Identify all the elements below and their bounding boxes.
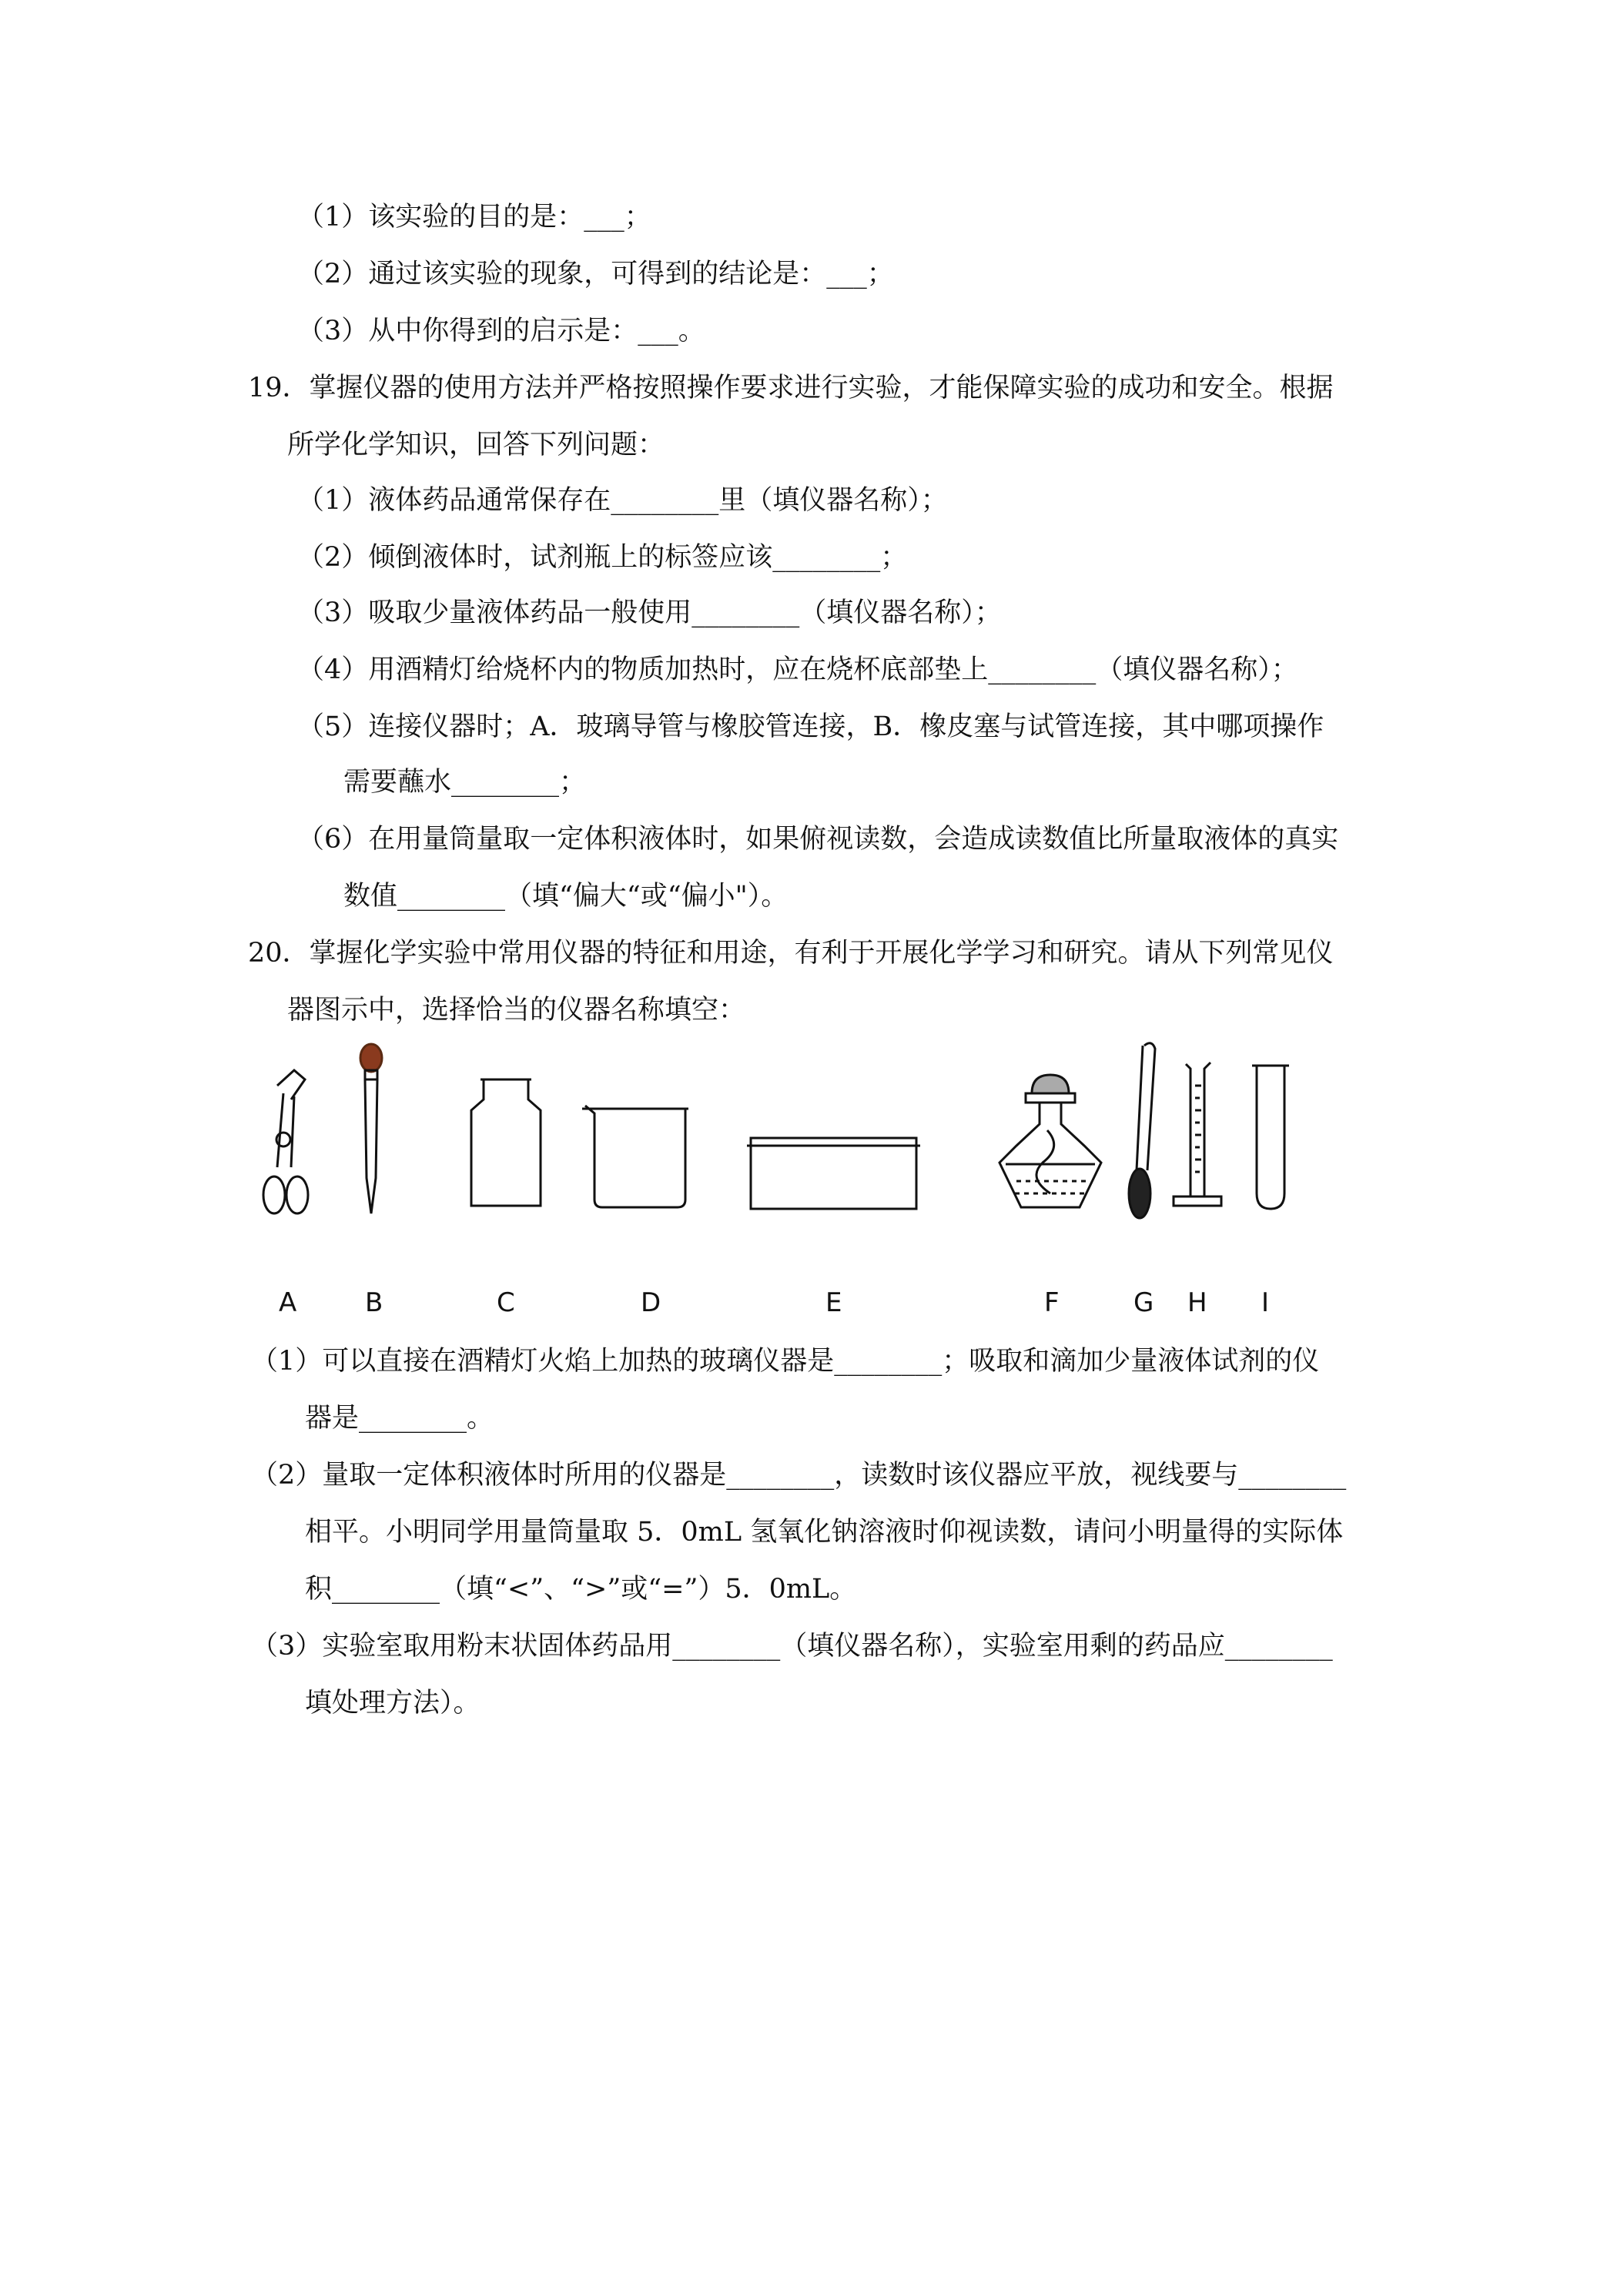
- q19-item-1: （1）液体药品通常保存在________里（填仪器名称）；: [297, 485, 948, 516]
- q19-item-5-line2: 需要蘸水________；: [343, 767, 587, 798]
- label-e: E: [825, 1287, 842, 1318]
- line-p18-1: （1）该实验的目的是：___；: [297, 202, 651, 233]
- label-a: A: [279, 1287, 297, 1318]
- apparatus-figure: [246, 1032, 1355, 1324]
- label-c: C: [497, 1287, 515, 1318]
- label-b: B: [365, 1287, 383, 1318]
- q20-item-2-line2: 相平。小明同学用量筒量取 5．0mL 氢氧化钠溶液时仰视读数，请问小明量得的实际体: [305, 1517, 1344, 1548]
- q20-stem-line1: 20．掌握化学实验中常用仪器的特征和用途，有利于开展化学学习和研究。请从下列常见仪: [248, 938, 1334, 969]
- q19-stem-line2: 所学化学知识，回答下列问题：: [287, 430, 665, 460]
- q19-item-4: （4）用酒精灯给烧杯内的物质加热时，应在烧杯底部垫上________（填仪器名称）；: [297, 654, 1298, 685]
- dropper-icon: [360, 1044, 382, 1213]
- q20-item-1-line1: （1）可以直接在酒精灯火焰上加热的玻璃仪器是________；吸取和滴加少量液体试剂的仪: [251, 1346, 1320, 1377]
- line-p18-2: （2）通过该实验的现象，可得到的结论是：___；: [297, 259, 894, 290]
- line-p18-3: （3）从中你得到的启示是：___。: [297, 316, 705, 346]
- q20-item-1-line2: 器是________。: [305, 1403, 494, 1434]
- label-f: F: [1044, 1287, 1060, 1318]
- reagent-bottle-icon: [471, 1079, 541, 1206]
- q20-item-2-line1: （2）量取一定体积液体时所用的仪器是________，读数时该仪器应平放，视线要与________: [251, 1460, 1347, 1491]
- q19-item-2: （2）倾倒液体时，试剂瓶上的标签应该________；: [297, 542, 908, 573]
- label-g: G: [1133, 1287, 1154, 1318]
- alcohol-lamp-icon: [1000, 1075, 1101, 1207]
- trough-icon: [747, 1138, 920, 1209]
- label-d: D: [641, 1287, 661, 1318]
- q19-item-6-line2: 数值________（填“偏大“或“偏小"）。: [343, 881, 789, 912]
- q20-item-3-line2: 填处理方法）。: [305, 1688, 481, 1719]
- label-i: I: [1261, 1287, 1270, 1318]
- q19-item-3: （3）吸取少量液体药品一般使用________（填仪器名称）；: [297, 597, 1002, 628]
- q19-item-5-line1: （5）连接仪器时；A．玻璃导管与橡胶管连接，B．橡皮塞与试管连接，其中哪项操作: [297, 711, 1324, 742]
- q19-item-6-line1: （6）在用量筒量取一定体积液体时，如果俯视读数，会造成读数值比所量取液体的真实: [297, 824, 1339, 855]
- crucible-tongs-icon: [263, 1070, 308, 1213]
- test-tube-icon: [1252, 1066, 1289, 1209]
- q20-item-2-line3: 积________（填“<”、“>”或“=”）5．0mL。: [305, 1574, 857, 1605]
- q20-stem-line2: 器图示中，选择恰当的仪器名称填空：: [287, 995, 746, 1026]
- medicine-spoon-icon: [1129, 1043, 1155, 1218]
- q20-item-3-line1: （3）实验室取用粉末状固体药品用________（填仪器名称），实验室用剩的药品应________: [251, 1631, 1333, 1662]
- label-h: H: [1187, 1287, 1207, 1318]
- graduated-cylinder-icon: [1174, 1063, 1221, 1206]
- beaker-icon: [582, 1106, 688, 1207]
- q19-stem-line1: 19．掌握仪器的使用方法并严格按照操作要求进行实验，才能保障实验的成功和安全。根据: [248, 373, 1334, 403]
